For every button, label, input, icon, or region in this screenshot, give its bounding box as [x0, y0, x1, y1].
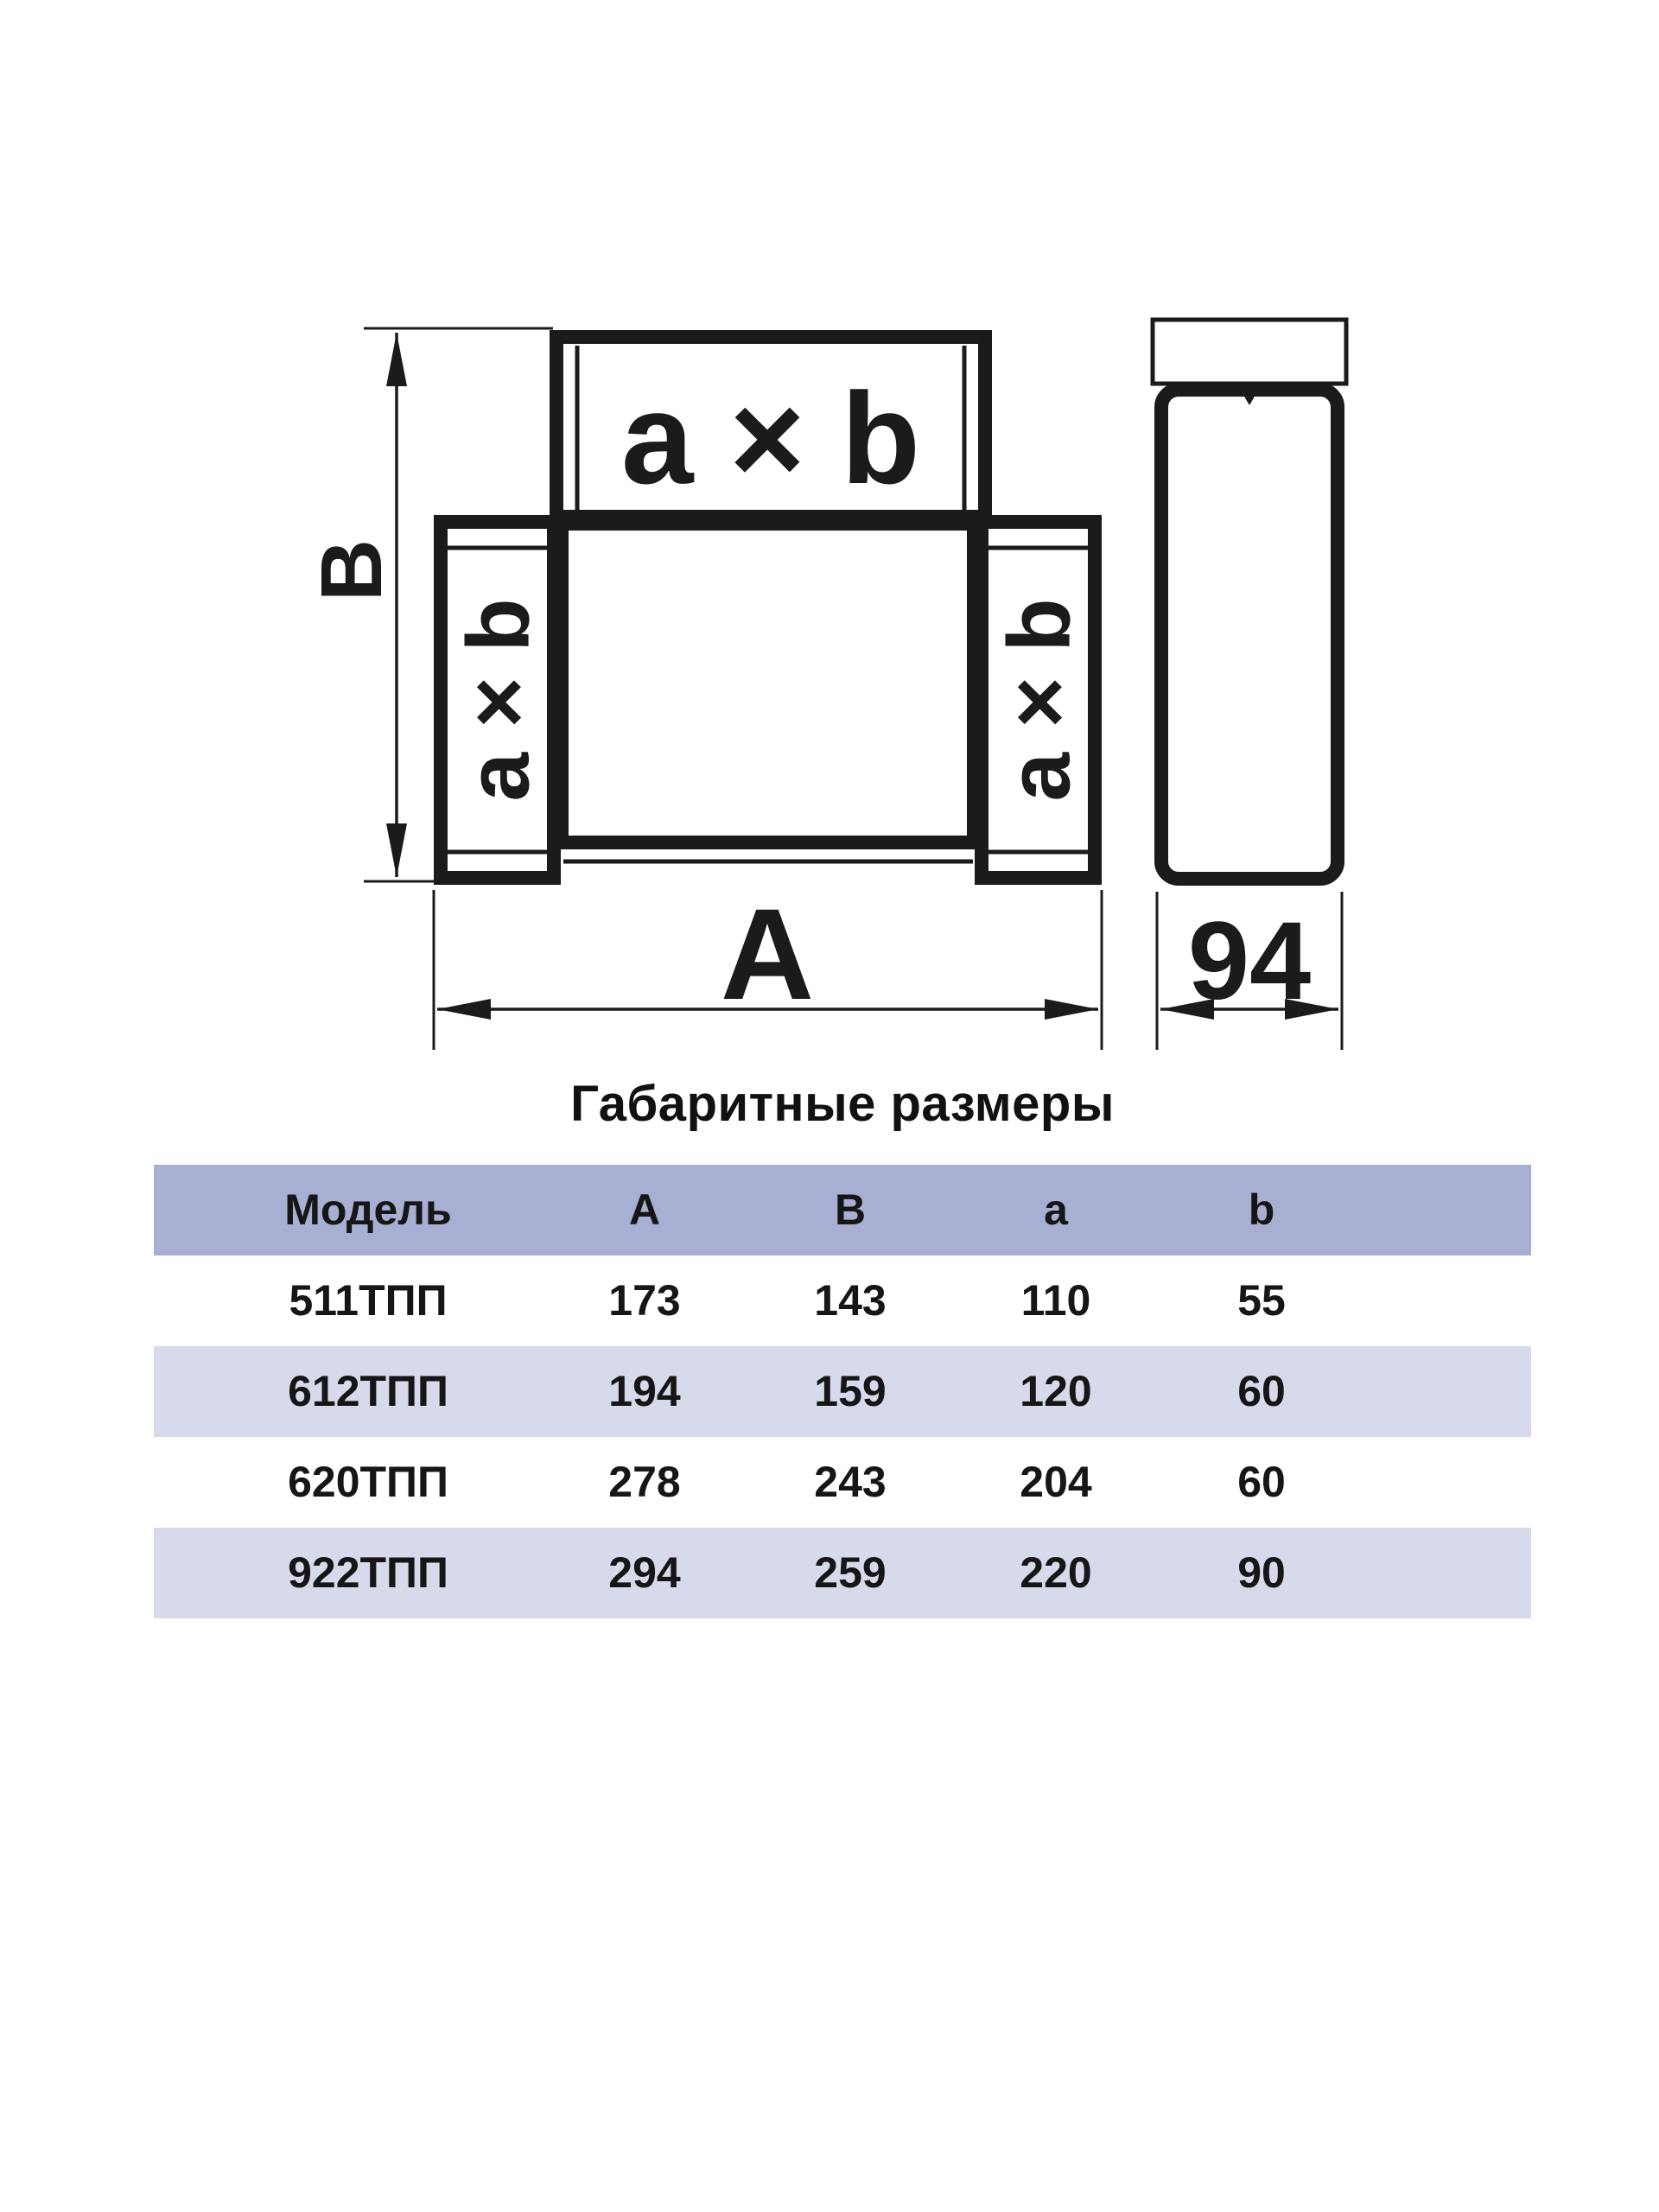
column-header-A: A: [628, 1185, 661, 1234]
table-row: [154, 1437, 1531, 1528]
right-branch-label: a × b: [989, 598, 1089, 802]
value-A: 173: [608, 1276, 681, 1325]
left-branch-label: a × b: [448, 598, 548, 802]
value-a: 120: [1020, 1367, 1092, 1415]
value-b: 60: [1237, 1458, 1286, 1506]
value-a: 204: [1020, 1458, 1092, 1506]
dim-b-label: B: [303, 538, 400, 602]
value-A: 194: [608, 1367, 681, 1415]
model-cell: 620ТПП: [288, 1458, 448, 1506]
model-cell: 612ТПП: [288, 1367, 448, 1415]
table-title: Габаритные размеры: [570, 1076, 1115, 1132]
table-row: [154, 1255, 1531, 1346]
value-B: 159: [814, 1367, 887, 1415]
body-outline: [562, 524, 974, 842]
value-A: 294: [608, 1548, 681, 1597]
value-b: 90: [1237, 1548, 1286, 1597]
column-header-b: b: [1248, 1185, 1275, 1234]
top-branch-label: a × b: [621, 365, 920, 511]
side-top-notch-mark: [1241, 391, 1258, 405]
value-b: 55: [1237, 1276, 1286, 1325]
model-cell: 511ТПП: [289, 1276, 448, 1325]
dimensions-table: [154, 1165, 1531, 1618]
side-top-branch-outline: [1153, 320, 1346, 384]
table-row: [154, 1346, 1531, 1437]
side-body-outline: [1161, 390, 1338, 879]
column-header-a: a: [1044, 1185, 1068, 1234]
value-B: 143: [814, 1276, 887, 1325]
model-cell: 922ТПП: [288, 1548, 448, 1597]
table-row: [154, 1528, 1531, 1618]
value-a: 110: [1020, 1276, 1091, 1325]
value-b: 60: [1237, 1367, 1286, 1415]
value-B: 243: [814, 1458, 887, 1506]
table-header-row: [154, 1165, 1531, 1255]
tee-duct-drawing: [0, 0, 1659, 1080]
dim-94-label: 94: [1187, 899, 1312, 1023]
dim-a-label: A: [720, 881, 815, 1027]
value-a: 220: [1020, 1548, 1092, 1597]
value-A: 278: [608, 1458, 681, 1506]
value-B: 259: [814, 1548, 887, 1597]
column-header-model: Модель: [284, 1185, 452, 1234]
column-header-B: B: [834, 1185, 867, 1234]
